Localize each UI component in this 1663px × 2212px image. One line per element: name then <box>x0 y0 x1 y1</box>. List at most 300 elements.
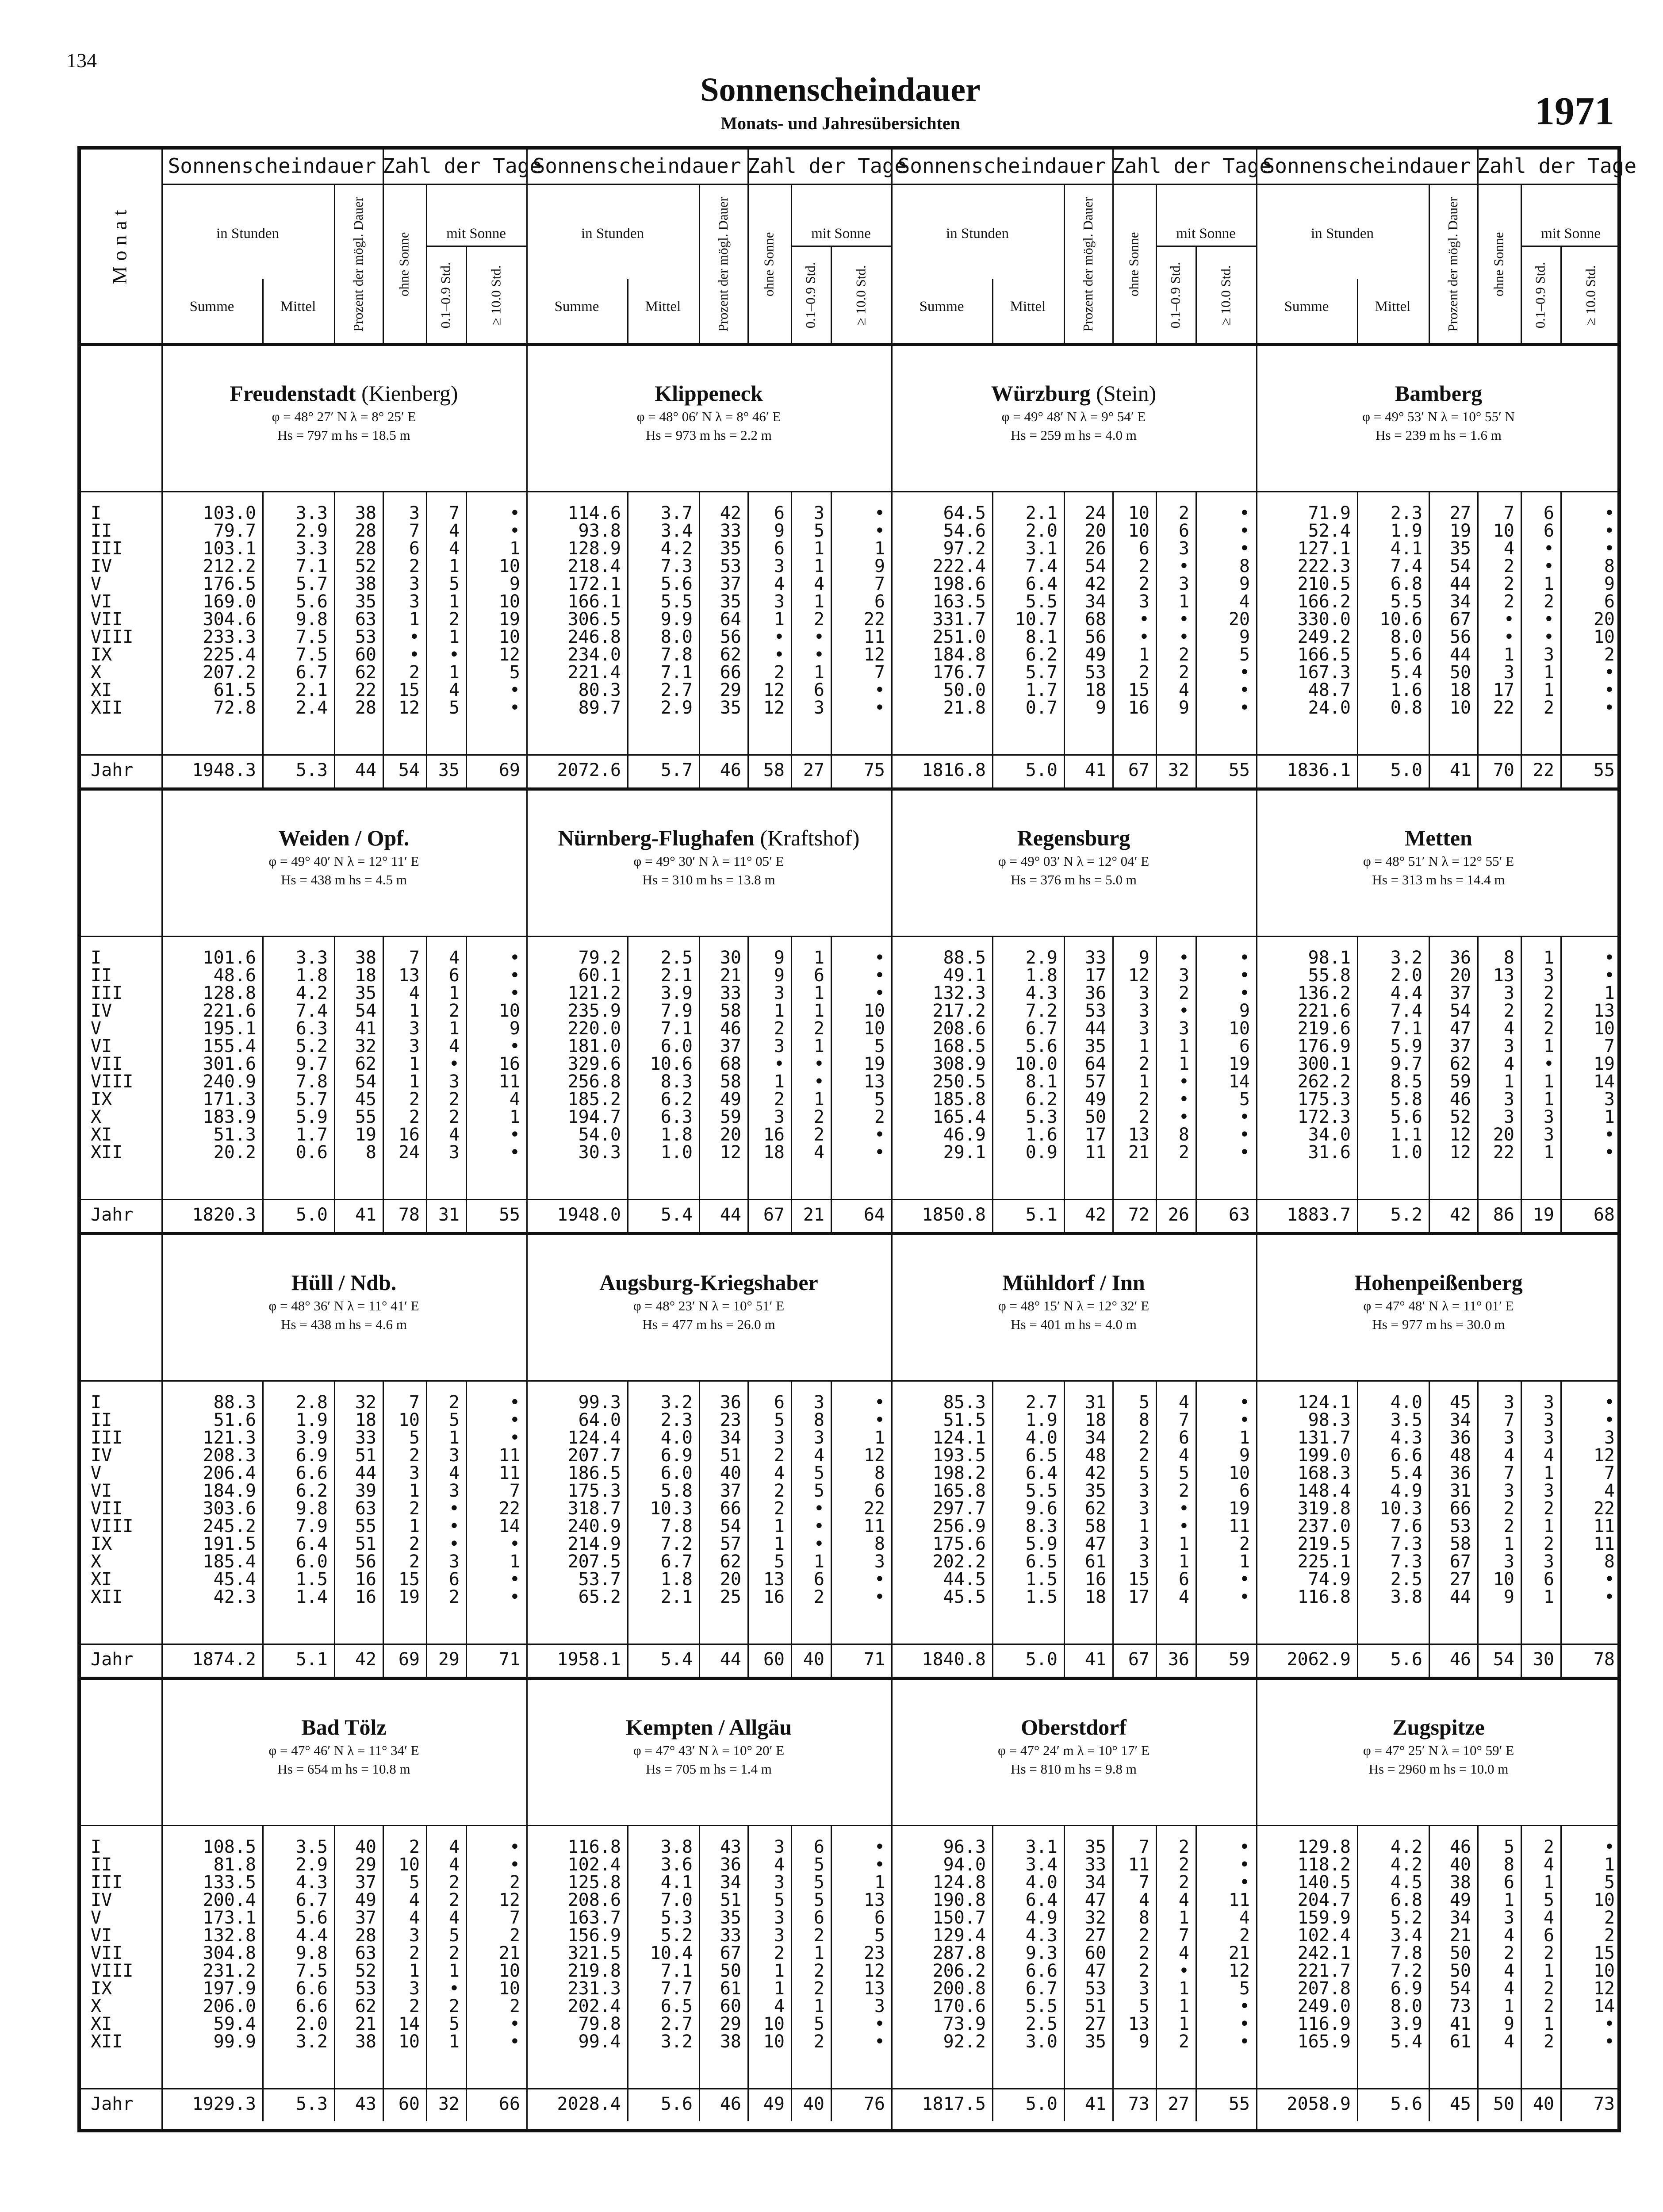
table-cell: 3.2 <box>1390 948 1422 968</box>
table-cell: 22 <box>863 609 885 630</box>
table-cell: 35 <box>720 698 741 718</box>
station-header <box>526 825 891 888</box>
table-cell: 233.3 <box>203 627 256 647</box>
table-cell: 5 <box>1239 645 1250 665</box>
jahr-value: 21 <box>803 1205 824 1225</box>
header-divider <box>1156 184 1157 343</box>
table-cell: 4 <box>1503 1925 1514 1946</box>
table-cell: 5.2 <box>295 1036 328 1056</box>
table-cell: 5 <box>774 1410 785 1430</box>
station-heights: Hs = 810 m hs = 9.8 m <box>1011 1761 1137 1777</box>
table-cell: 222.4 <box>932 556 986 576</box>
table-cell: 22 <box>355 680 376 700</box>
table-cell: 127.1 <box>1297 538 1351 559</box>
table-cell: 42.3 <box>213 1587 256 1607</box>
table-cell: 3.7 <box>660 503 693 523</box>
table-cell: 240.9 <box>203 1071 256 1092</box>
table-cell: 36 <box>1449 1428 1471 1448</box>
table-cell: 1 <box>1178 1534 1189 1554</box>
std-10-label: ≥ 10.0 Std. <box>1583 265 1598 326</box>
table-cell: 2 <box>1543 1996 1554 2016</box>
table-cell: 4 <box>774 1996 785 2016</box>
table-cell: • <box>509 521 520 541</box>
station-name-main: Nürnberg-Flughafen <box>558 826 755 850</box>
data-column <box>161 1394 256 1606</box>
table-cell: 6 <box>774 1392 785 1413</box>
table-cell: 42 <box>1084 574 1106 594</box>
table-cell: 156.9 <box>567 1925 621 1946</box>
month-label: II <box>91 965 112 986</box>
table-cell: 6 <box>874 1481 885 1501</box>
table-cell: 8 <box>365 1142 376 1163</box>
table-cell: 3 <box>813 698 824 718</box>
jahr-value: 5.1 <box>295 1649 328 1670</box>
std-10-label: ≥ 10.0 Std. <box>1218 265 1234 326</box>
table-cell: 21 <box>1449 1925 1471 1946</box>
table-cell: 4.3 <box>295 1872 328 1893</box>
table-cell: 148.4 <box>1297 1481 1351 1501</box>
table-cell: 60 <box>355 645 376 665</box>
table-cell: 34 <box>720 1872 741 1893</box>
table-cell: 6.7 <box>295 1890 328 1910</box>
table-cell: 35 <box>720 538 741 559</box>
table-cell: 6 <box>1178 1428 1189 1448</box>
jahr-value: 1948.3 <box>192 760 256 780</box>
table-cell: 11 <box>498 1463 520 1483</box>
table-cell: 3.1 <box>1025 1837 1058 1857</box>
data-column <box>383 1394 420 1606</box>
table-cell: 128.8 <box>203 983 256 1003</box>
table-cell: 62 <box>355 1996 376 2016</box>
table-cell: 12 <box>498 1890 520 1910</box>
table-cell: 124.1 <box>1297 1392 1351 1413</box>
data-column <box>1477 949 1514 1161</box>
table-cell: 4.2 <box>1390 1855 1422 1875</box>
month-label: I <box>91 948 102 968</box>
table-cell: • <box>1178 1498 1189 1519</box>
ohne-sonne-label: ohne Sonne <box>761 232 777 297</box>
table-cell: 4 <box>448 1036 460 1056</box>
table-cell: 11 <box>863 627 885 647</box>
header-divider <box>1521 184 1522 343</box>
station-coordinates: φ = 47° 24′ m λ = 10° 17′ E <box>997 1743 1150 1758</box>
table-cell: 3.9 <box>1390 2014 1422 2034</box>
table-cell: 2 <box>813 1961 824 1981</box>
std-01-09-label-cell <box>1156 250 1196 341</box>
jahr-divider <box>77 1199 161 1200</box>
table-cell: 114.6 <box>567 503 621 523</box>
table-cell: 20 <box>1593 609 1615 630</box>
table-cell: 12 <box>863 645 885 665</box>
table-cell: 2 <box>774 662 785 683</box>
std-01-09-label: 0.1–0.9 Std. <box>437 262 453 329</box>
table-cell: 1 <box>509 538 520 559</box>
table-cell: 208.6 <box>932 1018 986 1039</box>
table-cell: 64.0 <box>578 1410 621 1430</box>
jahr-divider <box>161 1199 526 1200</box>
table-cell: • <box>874 1142 885 1163</box>
table-cell: 2.5 <box>1390 1569 1422 1590</box>
table-cell: 6.6 <box>1025 1961 1058 1981</box>
table-cell: 4 <box>409 1890 420 1910</box>
month-label: VIII <box>91 627 134 647</box>
station-name-suffix: (Stein) <box>1096 381 1157 406</box>
data-column <box>1064 504 1106 717</box>
table-cell: 103.0 <box>203 503 256 523</box>
summe-label: Summe <box>554 299 599 315</box>
table-cell: 38 <box>355 2032 376 2052</box>
jahr-value: 35 <box>438 760 460 780</box>
data-column <box>1064 949 1106 1161</box>
data-column <box>791 504 824 717</box>
table-cell: 132.8 <box>203 1925 256 1946</box>
table-cell: 4 <box>448 1908 460 1928</box>
station-name-suffix: (Kraftshof) <box>760 826 860 850</box>
table-cell: 6.6 <box>295 1463 328 1483</box>
table-cell: 1 <box>409 1516 420 1536</box>
table-cell: 2 <box>1503 591 1514 612</box>
table-cell: 5.9 <box>1390 1036 1422 1056</box>
station-heights: Hs = 973 m hs = 2.2 m <box>646 427 772 443</box>
table-cell: 60 <box>1084 1943 1106 1963</box>
table-cell: 6 <box>1138 538 1150 559</box>
table-cell: 1 <box>1178 591 1189 612</box>
table-cell: 16 <box>1128 698 1150 718</box>
station-name <box>526 1714 891 1740</box>
table-cell: 3 <box>1138 983 1150 1003</box>
table-cell: 3 <box>774 591 785 612</box>
data-column <box>426 949 460 1161</box>
table-cell: 63 <box>355 609 376 630</box>
jahr-value: 5.6 <box>660 2094 693 2114</box>
table-cell: 221.6 <box>203 1001 256 1021</box>
jahr-divider <box>1256 1644 1621 1645</box>
table-cell: 10 <box>1593 1018 1615 1039</box>
sunshine-group-title: Sonnenscheindauer <box>1262 154 1471 178</box>
table-cell: 3 <box>1178 538 1189 559</box>
table-cell: 1 <box>448 591 460 612</box>
std-01-09-label: 0.1–0.9 Std. <box>802 262 818 329</box>
data-column <box>1560 1838 1615 2051</box>
table-cell: 3 <box>813 1428 824 1448</box>
table-cell: 1 <box>1503 1071 1514 1092</box>
table-cell: 1 <box>1178 1996 1189 2016</box>
station-heights: Hs = 977 m hs = 30.0 m <box>1372 1317 1505 1332</box>
table-cell: 4 <box>448 680 460 700</box>
station-name <box>891 825 1256 851</box>
table-cell: 99.9 <box>213 2032 256 2052</box>
table-cell: 176.5 <box>203 574 256 594</box>
table-cell: 19 <box>1228 1054 1250 1074</box>
table-cell: • <box>1604 521 1615 541</box>
table-cell: 3 <box>1543 1125 1554 1145</box>
data-column <box>383 949 420 1161</box>
jahr-value: 27 <box>1168 2094 1189 2114</box>
table-cell: 5.6 <box>660 574 693 594</box>
station-name-main: Klippeneck <box>655 381 763 406</box>
table-cell: 329.6 <box>567 1054 621 1074</box>
jahr-value: 5.3 <box>295 760 328 780</box>
month-labels <box>91 1838 133 2051</box>
table-cell: 50 <box>1449 1943 1471 1963</box>
table-cell: 22 <box>1493 1142 1514 1163</box>
month-label: XII <box>91 698 123 718</box>
jahr-value: 69 <box>498 760 520 780</box>
table-cell: 6.4 <box>295 1534 328 1554</box>
table-cell: 318.7 <box>567 1498 621 1519</box>
data-column <box>161 949 256 1161</box>
table-cell: • <box>509 1837 520 1857</box>
station-name <box>891 1270 1256 1295</box>
table-cell: 5 <box>813 1481 824 1501</box>
table-cell: • <box>774 645 785 665</box>
data-column <box>426 504 460 717</box>
table-cell: 4.0 <box>1025 1872 1058 1893</box>
table-cell: 10 <box>863 1018 885 1039</box>
table-cell: 2 <box>509 1996 520 2016</box>
table-cell: 1 <box>409 1481 420 1501</box>
station-name <box>161 1714 526 1740</box>
table-cell: 176.7 <box>932 662 986 683</box>
table-cell: 4 <box>1503 1054 1514 1074</box>
table-cell: 200.4 <box>203 1890 256 1910</box>
station-name <box>161 825 526 851</box>
table-cell: 47 <box>1084 1890 1106 1910</box>
table-cell: 16 <box>355 1569 376 1590</box>
table-cell: 20 <box>1228 609 1250 630</box>
table-cell: 3 <box>774 1925 785 1946</box>
data-column <box>1429 504 1471 717</box>
data-column <box>1256 1394 1351 1606</box>
station-header-divider <box>1256 1380 1621 1382</box>
table-cell: 18 <box>1084 1587 1106 1607</box>
table-cell: 31 <box>1449 1481 1471 1501</box>
table-cell: 68 <box>720 1054 741 1074</box>
table-cell: 19 <box>398 1587 420 1607</box>
jahr-value: 5.2 <box>1390 1205 1422 1225</box>
table-cell: 22 <box>498 1498 520 1519</box>
table-cell: 11 <box>1228 1890 1250 1910</box>
table-cell: 2 <box>1543 1001 1554 1021</box>
table-cell: 41 <box>355 1018 376 1039</box>
table-cell: 1 <box>1503 1996 1514 2016</box>
table-cell: 19 <box>1593 1054 1615 1074</box>
table-cell: 287.8 <box>932 1943 986 1963</box>
table-cell: 10 <box>1128 503 1150 523</box>
table-cell: • <box>509 1125 520 1145</box>
table-cell: 4 <box>774 574 785 594</box>
header-divider <box>334 184 335 343</box>
table-cell: 133.5 <box>203 1872 256 1893</box>
table-cell: 3 <box>1503 983 1514 1003</box>
table-cell: 74.9 <box>1308 1569 1351 1590</box>
table-cell: 4.0 <box>1390 1392 1422 1413</box>
header-divider <box>1429 184 1430 343</box>
table-cell: 35 <box>1084 1036 1106 1056</box>
table-cell: 6.9 <box>1390 1978 1422 1999</box>
table-cell: 60.1 <box>578 965 621 986</box>
table-cell: 50 <box>1449 662 1471 683</box>
table-cell: 28 <box>355 521 376 541</box>
table-cell: 204.7 <box>1297 1890 1351 1910</box>
table-cell: 1.6 <box>1025 1125 1058 1145</box>
jahr-divider <box>891 754 1256 756</box>
table-cell: 37 <box>720 1036 741 1056</box>
table-cell: • <box>1239 2014 1250 2034</box>
table-cell: 5 <box>448 574 460 594</box>
jahr-value: 44 <box>720 1649 741 1670</box>
table-cell: 1 <box>1503 645 1514 665</box>
table-cell: 195.1 <box>203 1018 256 1039</box>
station-name <box>526 380 891 406</box>
station-heights: Hs = 401 m hs = 4.0 m <box>1011 1317 1137 1332</box>
table-cell: 1 <box>509 1107 520 1127</box>
jahr-value: 5.0 <box>295 1205 328 1225</box>
station-name-main: Zugspitze <box>1392 1715 1485 1740</box>
data-column <box>526 504 621 717</box>
station-coordinates: φ = 48° 36′ N λ = 11° 41′ E <box>268 1298 419 1313</box>
table-cell: 38 <box>720 2032 741 2052</box>
table-cell: 5.9 <box>1025 1534 1058 1554</box>
month-label: IX <box>91 1978 112 1999</box>
table-cell: 6.5 <box>1025 1551 1058 1572</box>
table-cell: 21 <box>498 1943 520 1963</box>
table-cell: 6 <box>874 591 885 612</box>
table-cell: • <box>1178 609 1189 630</box>
header-divider <box>747 146 749 343</box>
table-cell: 5 <box>1543 1890 1554 1910</box>
table-cell: 9.8 <box>295 1498 328 1519</box>
station-heights: Hs = 654 m hs = 10.8 m <box>277 1761 410 1777</box>
table-cell: 2 <box>1138 574 1150 594</box>
data-column <box>831 1394 885 1606</box>
table-cell: 7 <box>1138 1872 1150 1893</box>
table-cell: 1 <box>1503 1890 1514 1910</box>
block-row-divider <box>77 787 1621 791</box>
table-cell: 7 <box>874 662 885 683</box>
table-cell: 166.1 <box>567 591 621 612</box>
table-cell: 63 <box>355 1943 376 1963</box>
table-cell: 9 <box>1239 574 1250 594</box>
table-cell: 0.8 <box>1390 698 1422 718</box>
table-cell: 15 <box>1593 1943 1615 1963</box>
table-cell: 2.9 <box>660 698 693 718</box>
summe-label: Summe <box>1284 299 1329 315</box>
data-column <box>262 1838 328 2051</box>
table-cell: • <box>1604 503 1615 523</box>
in-stunden-label: in Stunden <box>216 226 280 242</box>
table-cell: 2 <box>448 1392 460 1413</box>
table-cell: 4 <box>813 574 824 594</box>
table-cell: 9 <box>509 574 520 594</box>
table-cell: 2 <box>774 1445 785 1466</box>
station-header <box>161 1714 526 1777</box>
table-cell: 103.1 <box>203 538 256 559</box>
mittel-label: Mittel <box>645 299 681 315</box>
table-cell: 57 <box>720 1534 741 1554</box>
data-column <box>1521 949 1554 1161</box>
table-cell: 3.4 <box>660 521 693 541</box>
std-10-label: ≥ 10.0 Std. <box>853 265 869 326</box>
data-column <box>1477 1838 1514 2051</box>
table-cell: 5.6 <box>295 1908 328 1928</box>
header-divider <box>161 184 526 185</box>
table-cell: 208.3 <box>203 1445 256 1466</box>
table-cell: 7.9 <box>295 1516 328 1536</box>
table-cell: 2 <box>1178 662 1189 683</box>
table-cell: 1 <box>409 1001 420 1021</box>
table-cell: 124.8 <box>932 1872 986 1893</box>
table-cell: 50 <box>1084 1107 1106 1127</box>
jahr-value: 1840.8 <box>922 1649 986 1670</box>
data-column <box>526 949 621 1161</box>
table-cell: 45.4 <box>213 1569 256 1590</box>
table-cell: 1.8 <box>1025 965 1058 986</box>
table-cell: 173.1 <box>203 1908 256 1928</box>
table-cell: 19 <box>1449 521 1471 541</box>
in-stunden-label: in Stunden <box>1310 226 1374 242</box>
station-name-main: Bad Tölz <box>301 1715 387 1740</box>
table-cell: 1.0 <box>1390 1142 1422 1163</box>
table-cell: 35 <box>1084 2032 1106 2052</box>
jahr-divider <box>891 2088 1256 2089</box>
table-cell: 14 <box>1593 1071 1615 1092</box>
station-coordinates: φ = 47° 25′ N λ = 10° 59′ E <box>1363 1743 1514 1758</box>
table-cell: 4.0 <box>660 1428 693 1448</box>
table-cell: 38 <box>1449 1872 1471 1893</box>
table-cell: 181.0 <box>567 1036 621 1056</box>
station-header-divider <box>161 1825 526 1826</box>
table-cell: 3 <box>1138 591 1150 612</box>
jahr-divider <box>526 754 891 756</box>
table-cell: 5.7 <box>295 1089 328 1110</box>
station-name <box>891 1714 1256 1740</box>
data-column <box>1112 949 1150 1161</box>
station-name <box>1256 1714 1621 1740</box>
jahr-value: 58 <box>763 760 785 780</box>
table-cell: 54 <box>1449 1001 1471 1021</box>
table-cell: 62 <box>720 645 741 665</box>
table-cell: 6.5 <box>660 1996 693 2016</box>
table-cell: 5.5 <box>1025 1996 1058 2016</box>
table-cell: 1 <box>813 591 824 612</box>
table-cell: 62 <box>1084 1498 1106 1519</box>
table-cell: 7.1 <box>660 1961 693 1981</box>
table-cell: 3 <box>1503 1551 1514 1572</box>
table-cell: • <box>1604 965 1615 986</box>
table-cell: 7 <box>409 1392 420 1413</box>
station-header <box>891 380 1256 443</box>
table-cell: 304.8 <box>203 1943 256 1963</box>
table-cell: 58 <box>1084 1516 1106 1536</box>
table-cell: 36 <box>1449 1463 1471 1483</box>
table-cell: 2.3 <box>660 1410 693 1430</box>
header-divider <box>1112 146 1114 343</box>
table-cell: 198.6 <box>932 574 986 594</box>
header-divider <box>992 279 993 343</box>
table-cell: 8.0 <box>1390 627 1422 647</box>
table-cell: 11 <box>498 1071 520 1092</box>
table-cell: 2.7 <box>660 680 693 700</box>
table-cell: 11 <box>1084 1142 1106 1163</box>
data-column <box>1477 1394 1514 1606</box>
data-column <box>1429 1394 1471 1606</box>
table-cell: • <box>509 2014 520 2034</box>
table-cell: 35 <box>1084 1481 1106 1501</box>
table-cell: 3 <box>448 1142 460 1163</box>
data-column <box>992 1838 1058 2051</box>
table-cell: 5 <box>448 698 460 718</box>
